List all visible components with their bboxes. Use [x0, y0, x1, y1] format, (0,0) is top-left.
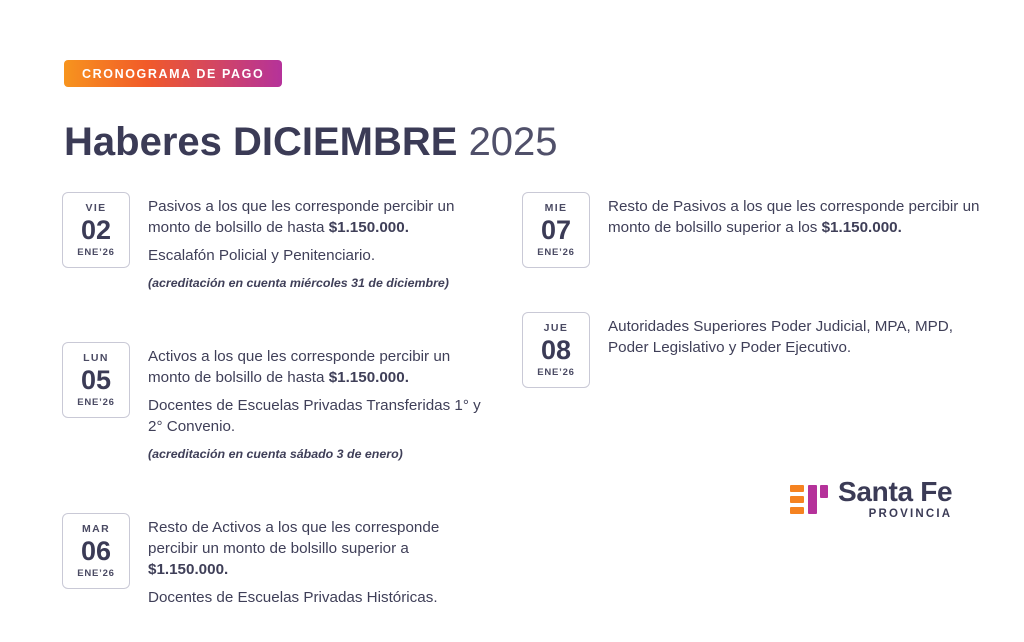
entry-text: Resto de Activos a los que les corresponde percibir un monto de bolsillo superior a	[148, 519, 440, 557]
entry-text: Pasivos a los que les corresponde percibir un monto de bolsillo de hasta	[148, 198, 455, 236]
schedule-left-column	[62, 192, 492, 642]
schedule-entry	[62, 192, 492, 298]
schedule-entry	[62, 342, 492, 469]
schedule-entry-text	[608, 192, 992, 242]
schedule-entry	[522, 192, 992, 268]
entry-secondary-line: Escalafón Policial y Penitenciario.	[148, 247, 376, 264]
entry-text: Resto de Pasivos a los que les corresponde percibir un monto de bolsillo superior a los	[608, 198, 980, 236]
schedule-entry	[62, 513, 492, 612]
logo-name: Santa Fe	[838, 476, 953, 507]
date-chip	[62, 342, 130, 418]
entry-text: Activos a los que les corresponde percibir un monto de bolsillo de hasta	[148, 348, 451, 386]
logo-subtitle: PROVINCIA	[868, 508, 953, 520]
entry-primary-line	[148, 346, 492, 388]
entry-note: (acreditación en cuenta sábado 3 de enero)	[148, 447, 403, 461]
schedule-right-column	[522, 192, 992, 418]
schedule-entry-text	[148, 192, 492, 298]
entry-primary-line: Autoridades Superiores Poder Judicial, MPA, MPD, Poder Legislativo y Poder Ejecutivo.	[608, 318, 953, 356]
date-chip-month: ENE’26	[537, 367, 575, 378]
entry-primary-line	[608, 196, 992, 238]
entry-amount: $1.150.000.	[328, 219, 409, 236]
schedule-entry-text	[148, 342, 492, 469]
date-chip-weekday: JUE	[543, 322, 569, 334]
date-chip-month: ENE’26	[77, 247, 115, 258]
date-chip-weekday: MAR	[81, 523, 111, 535]
date-chip	[522, 312, 590, 388]
date-chip	[522, 192, 590, 268]
date-chip-month: ENE’26	[77, 568, 115, 579]
schedule-entry	[522, 312, 992, 388]
entry-secondary-line: Docentes de Escuelas Privadas Transferidas 1° y 2° Convenio.	[148, 397, 481, 435]
page-title-bold: Haberes DICIEMBRE	[64, 120, 458, 164]
date-chip-day: 02	[80, 215, 112, 245]
date-chip-weekday: LUN	[83, 352, 109, 364]
cronograma-badge	[64, 60, 282, 87]
entry-secondary-line: Docentes de Escuelas Privadas Históricas.	[148, 589, 438, 606]
date-chip-day: 06	[80, 536, 112, 566]
entry-primary-line	[148, 196, 492, 238]
date-chip-weekday: MIE	[544, 202, 568, 214]
date-chip-month: ENE’26	[537, 247, 575, 258]
entry-amount: $1.150.000.	[148, 561, 229, 578]
santa-fe-logo-text	[838, 478, 952, 522]
page-title	[64, 118, 558, 166]
date-chip-weekday: VIE	[85, 202, 107, 214]
date-chip-day: 05	[80, 365, 112, 395]
santa-fe-logo	[790, 478, 952, 522]
date-chip-day: 08	[540, 335, 572, 365]
date-chip-day: 07	[540, 215, 572, 245]
date-chip-month: ENE’26	[77, 397, 115, 408]
schedule-entry-text	[148, 513, 492, 612]
badge-label: CRONOGRAMA DE PAGO	[82, 66, 265, 81]
date-chip	[62, 513, 130, 589]
entry-primary-line	[148, 517, 492, 580]
entry-amount: $1.150.000.	[328, 369, 409, 386]
date-chip	[62, 192, 130, 268]
schedule-entry-text	[608, 312, 992, 362]
entry-note: (acreditación en cuenta miércoles 31 de diciembre)	[148, 276, 449, 290]
santa-fe-logo-icon	[790, 483, 828, 517]
entry-amount: $1.150.000.	[821, 219, 902, 236]
page-title-year: 2025	[468, 120, 558, 164]
